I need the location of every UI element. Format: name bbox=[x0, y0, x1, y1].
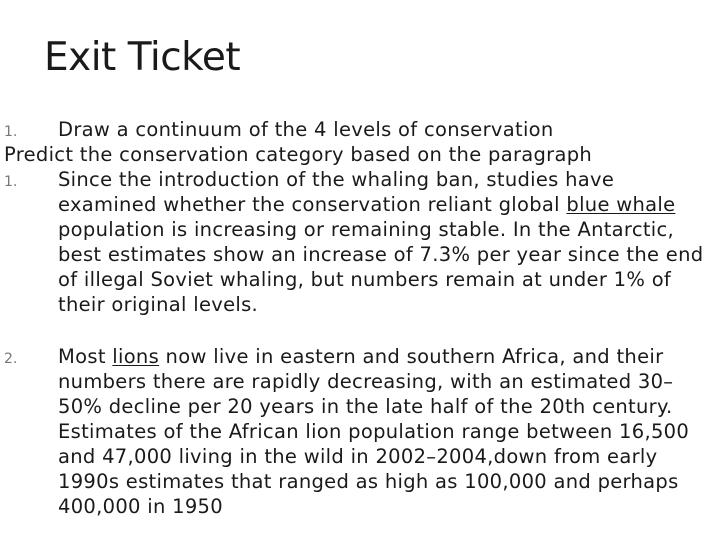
lions-link[interactable]: lions bbox=[112, 345, 160, 368]
paragraph-1-text-start: Since the introduction of the whaling ban, studies have examined whether the conservation reliant global bbox=[58, 168, 615, 216]
question-1-number: 1. bbox=[4, 124, 18, 140]
paragraph-1 bbox=[4, 167, 714, 317]
paragraph-2-number: 2. bbox=[4, 351, 18, 367]
question-1 bbox=[4, 117, 714, 142]
paragraph-1-text-end: population is increasing or remaining stable. In the Antarctic, best estimates show an increase of 7.3% per year since the end of illegal Soviet whaling, but numbers remain at under 1% of their original levels. bbox=[58, 218, 704, 316]
paragraph-2-text-end: now live in eastern and southern Africa, and their numbers there are rapidly decreasing, with an estimated 30–50% decline per 20 years in the late half of the 20th century. Estimates of the African lion population range between 16,500 and 47,000 living in the wild in 2002–2004,down from early 1990s estimates that ranged as high as 100,000 and perhaps 400,000 in 1950 bbox=[58, 345, 690, 518]
spacer bbox=[4, 317, 714, 344]
question-1-text: Draw a continuum of the 4 levels of conservation bbox=[58, 118, 554, 141]
blue-whale-link[interactable]: blue whale bbox=[566, 193, 676, 216]
paragraph-2 bbox=[4, 344, 714, 519]
slide-title: Exit Ticket bbox=[44, 35, 241, 80]
predict-instruction: Predict the conservation category based on the paragraph bbox=[4, 143, 593, 166]
paragraph-2-text-start: Most bbox=[58, 345, 113, 368]
slide-body bbox=[4, 117, 714, 519]
paragraph-1-number: 1. bbox=[4, 174, 18, 190]
